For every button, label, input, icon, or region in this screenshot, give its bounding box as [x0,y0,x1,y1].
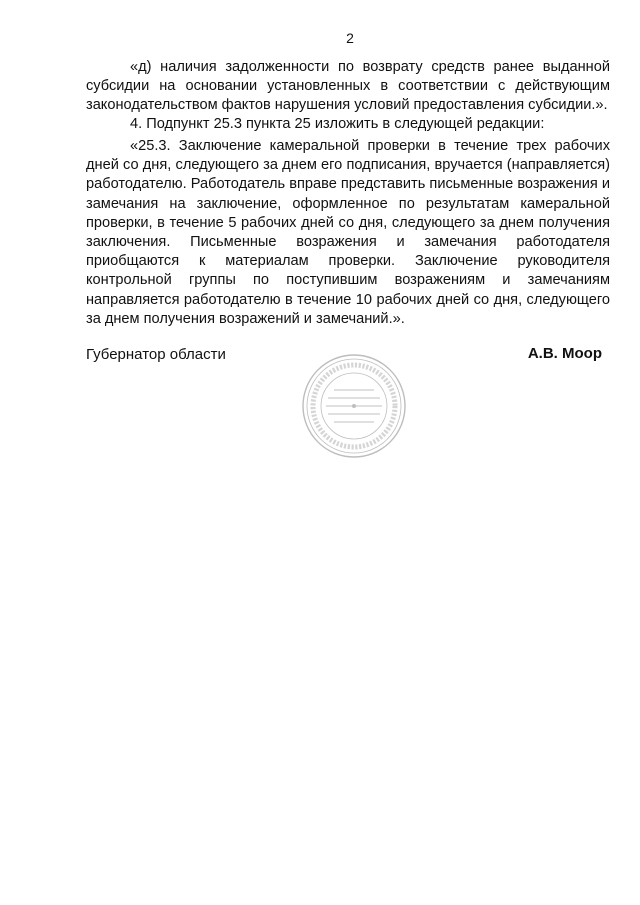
paragraph-item-4 [86,115,610,134]
paragraph-text: «25.3. Заключение камеральной проверки в течение трех рабочих дней со дня, следующего за днем его подписания, вручается (направляется) работодателю. Работодатель вправе представить письменные возражения и замечания на заключение, оформленное по результатам камеральной проверки, в течение 5 рабочих дней со дня, следующего за днем получения заключения. Письменные возражения и замечания работодателя приобщаются к материалам проверки. Заключение руководителя контрольной группы по поступившим возражениям и замечаниям направляется работодателю в течение 10 рабочих дней со дня, следующего за днем получения возражений и замечаний.». [86,138,610,327]
page-number: 2 [346,30,354,46]
signatory-title: Губернатор области [86,346,226,363]
signatory-name: А.В. Моор [527,345,602,362]
paragraph-25-3 [86,137,610,329]
official-seal-stamp [300,352,408,460]
paragraph-d-clause [86,58,610,116]
paragraph-text: 4. Подпункт 25.3 пункта 25 изложить в следующей редакции: [130,116,545,132]
paragraph-text: «д) наличия задолженности по возврату средств ранее выданной субсидии на основании установленных в соответствии с действующим законодательством фактов нарушения условий предоставления субсидии.». [86,59,610,114]
